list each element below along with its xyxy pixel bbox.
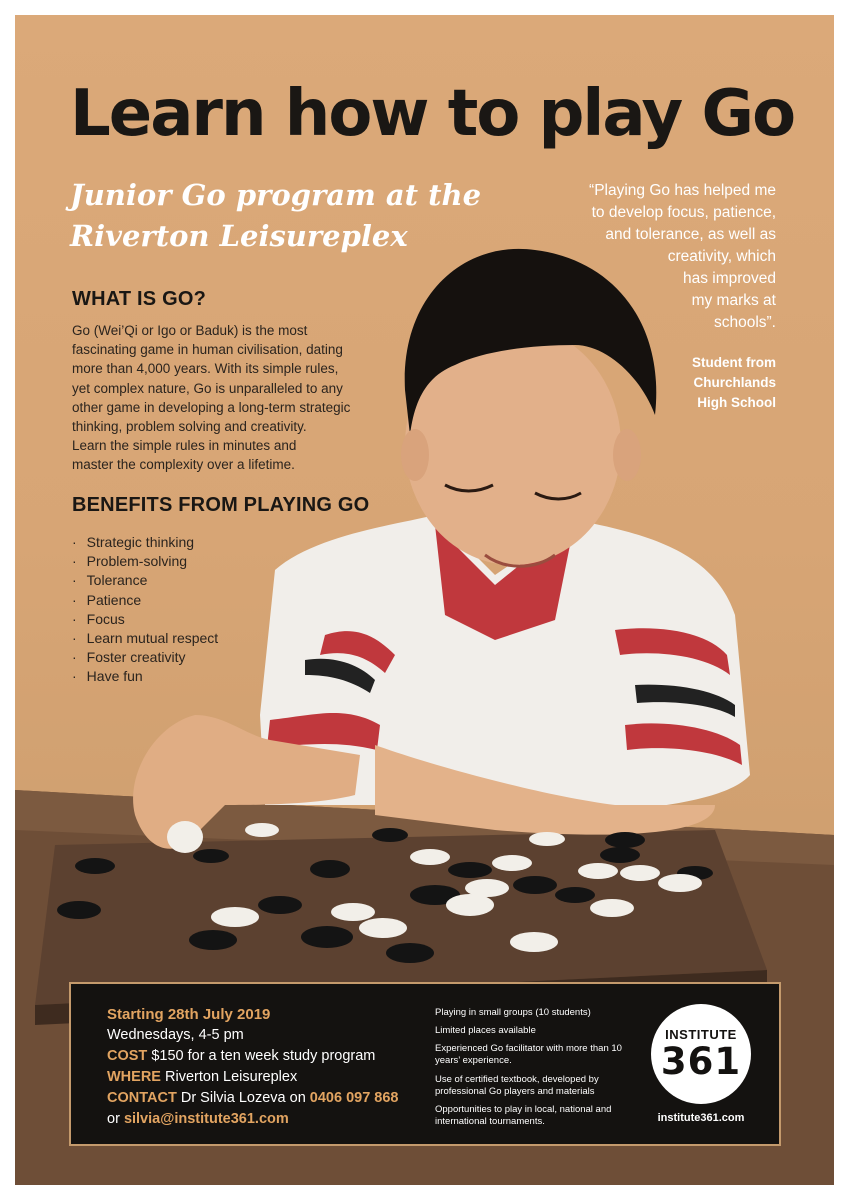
contact-name: Dr Silvia Lozeva on xyxy=(180,1090,306,1106)
benefit-item: · Problem-solving xyxy=(72,552,218,571)
quote-line: “Playing Go has helped me xyxy=(589,182,776,199)
cost-label: COST xyxy=(107,1048,148,1064)
what-is-go-heading: WHAT IS GO? xyxy=(72,288,207,310)
or-text: or xyxy=(107,1111,120,1127)
where-value: Riverton Leisureplex xyxy=(165,1069,298,1085)
logo-word: INSTITUTE xyxy=(665,1027,737,1042)
feature-item: Limited places available xyxy=(435,1025,536,1037)
website-link[interactable]: institute361.com xyxy=(657,1112,745,1124)
body-line: other game in developing a long-term strategic xyxy=(72,399,351,415)
body-line: Go (Wei’Qi or Igo or Baduk) is the most xyxy=(72,323,308,338)
poster-subtitle: Junior Go program at the Riverton Leisureplex xyxy=(70,178,482,253)
benefit-item: · Patience xyxy=(72,591,218,610)
benefit-item: · Strategic thinking xyxy=(72,533,218,552)
quote-attribution xyxy=(616,353,776,413)
institute-361-logo xyxy=(651,1004,751,1104)
body-line: fascinating game in human civilisation, dating xyxy=(72,342,343,358)
where-label: WHERE xyxy=(107,1069,161,1085)
benefit-item: · Foster creativity xyxy=(72,648,218,667)
contact-label: CONTACT xyxy=(107,1090,177,1106)
quote-line: my marks at xyxy=(691,292,776,309)
quote-line: to develop focus, patience, xyxy=(591,204,776,221)
schedule: Wednesdays, 4-5 pm xyxy=(107,1027,244,1043)
logo-number: 361 xyxy=(660,1040,742,1083)
benefits-heading: BENEFITS FROM PLAYING GO xyxy=(72,494,370,516)
feature-item: Opportunities to play in local, national and international tournaments. xyxy=(435,1103,612,1127)
benefits-list xyxy=(72,533,218,687)
body-line: yet complex nature, Go is unparalleled to any xyxy=(72,380,343,396)
email-line xyxy=(107,1109,407,1130)
body-line: thinking, problem solving and creativity. xyxy=(72,419,307,435)
contact-phone[interactable]: 0406 097 868 xyxy=(309,1090,399,1106)
quote-line: schools”. xyxy=(713,314,776,331)
feature-item: Use of certified textbook, developed by professional Go players and materials xyxy=(435,1073,599,1097)
attribution-line: Churchlands xyxy=(693,375,776,390)
quote-line: creativity, which xyxy=(667,248,776,265)
benefit-item: · Focus xyxy=(72,610,218,629)
body-line: Learn the simple rules in minutes and xyxy=(72,438,297,454)
benefit-item: · Have fun xyxy=(72,667,218,686)
program-features xyxy=(435,1007,645,1134)
cost-value: $150 for a ten week study program xyxy=(151,1048,376,1064)
quote-line: and tolerance, as well as xyxy=(605,226,776,243)
benefit-item: · Tolerance xyxy=(72,571,218,590)
body-line: more than 4,000 years. With its simple rules, xyxy=(72,361,339,377)
where-line xyxy=(107,1067,407,1088)
cost-line xyxy=(107,1046,407,1067)
quote-line: has improved xyxy=(682,270,776,287)
poster xyxy=(15,15,834,1185)
testimonial-quote xyxy=(546,180,776,334)
program-info-panel xyxy=(69,982,781,1146)
poster-title: Learn how to play Go xyxy=(70,77,795,151)
start-date: Starting 28th July 2019 xyxy=(107,1006,271,1023)
attribution-line: High School xyxy=(697,395,776,410)
what-is-go-text xyxy=(72,321,392,475)
contact-email-link[interactable]: silvia@institute361.com xyxy=(123,1111,289,1127)
feature-item: Playing in small groups (10 students) xyxy=(435,1007,591,1018)
benefit-item: · Learn mutual respect xyxy=(72,629,218,648)
attribution-line: Student from xyxy=(692,355,776,370)
feature-item: Experienced Go facilitator with more than 10 years’ experience. xyxy=(435,1043,622,1067)
program-details xyxy=(107,1004,407,1130)
contact-line xyxy=(107,1088,407,1109)
body-line: master the complexity over a lifetime. xyxy=(72,457,295,473)
